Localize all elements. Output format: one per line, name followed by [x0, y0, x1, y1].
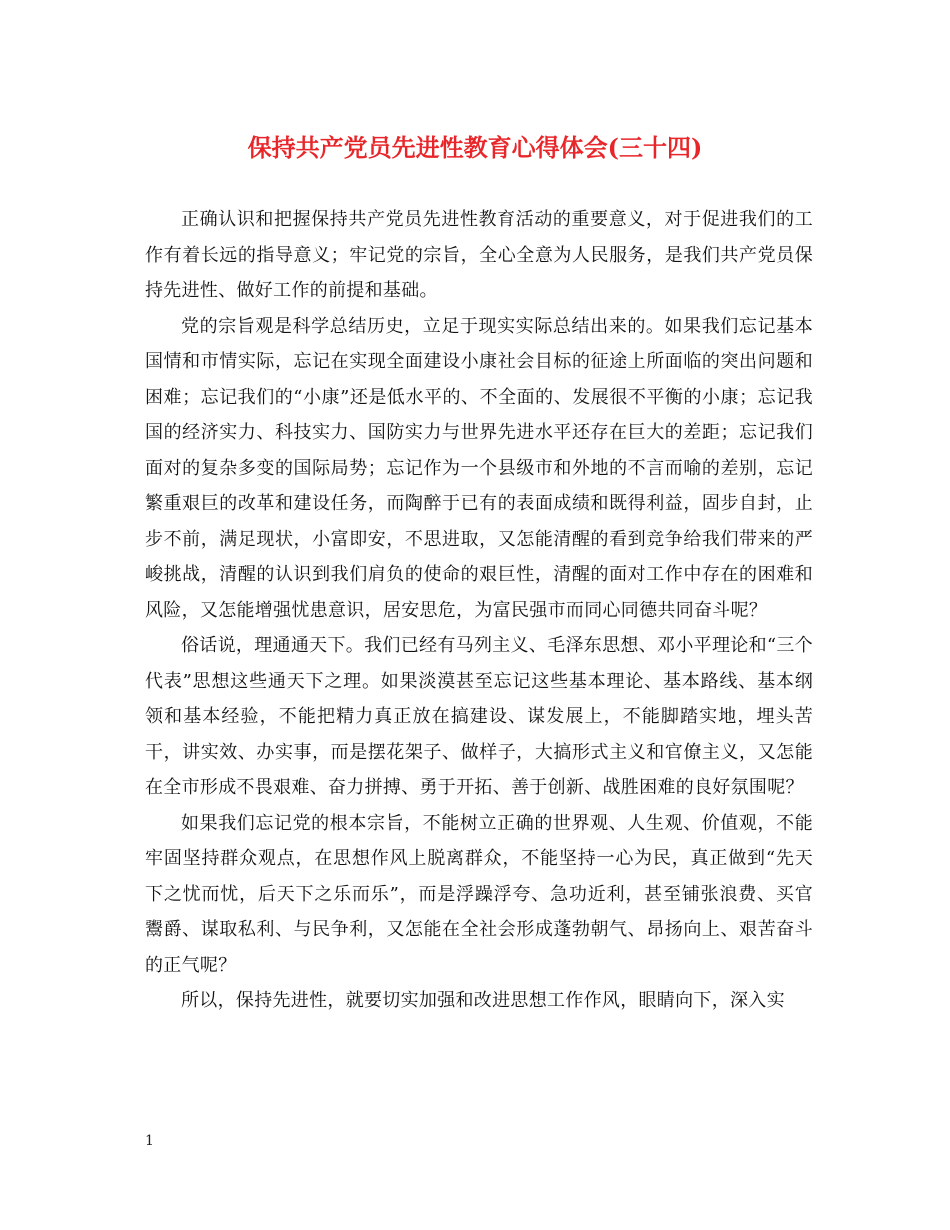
- document-body: [145, 202, 813, 1019]
- page-number: 1: [145, 1133, 154, 1149]
- paragraph: 俗话说，理通通天下。我们已经有马列主义、毛泽东思想、邓小平理论和“三个代表”思想这些通天下之理。如果淡漠甚至忘记这些基本理论、基本路线、基本纲领和基本经验，不能把精力真正放在搞建设、谋发展上，不能脚踏实地，埋头苦干，讲实效、办实事，而是摆花架子、做样子，大搞形式主义和官僚主义，又怎能在全市形成不畏艰难、奋力拼搏、勇于开拓、善于创新、战胜困难的良好氛围呢？: [145, 635, 813, 798]
- paragraph: 如果我们忘记党的根本宗旨，不能树立正确的世界观、人生观、价值观，不能牢固坚持群众观点，在思想作风上脱离群众，不能坚持一心为民，真正做到“先天下之忧而忧，后天下之乐而乐”，而是浮躁浮夸、急功近利，甚至铺张浪费、买官鬻爵、谋取私利、与民争利，又怎能在全社会形成蓬勃朝气、昂扬向上、艰苦奋斗的正气呢？: [145, 812, 813, 976]
- document-title: 保持共产党员先进性教育心得体会(三十四): [247, 133, 703, 162]
- paragraph: 正确认识和把握保持共产党员先进性教育活动的重要意义，对于促进我们的工作有着长远的指导意义；牢记党的宗旨，全心全意为人民服务，是我们共产党员保持先进性、做好工作的前提和基础。: [145, 209, 813, 301]
- paragraph: 党的宗旨观是科学总结历史，立足于现实实际总结出来的。如果我们忘记基本国情和市情实际，忘记在实现全面建设小康社会目标的征途上所面临的突出问题和困难；忘记我们的“小康”还是低水平的、不全面的、发展很不平衡的小康；忘记我国的经济实力、科技实力、国防实力与世界先进水平还存在巨大的差距；忘记我们面对的复杂多变的国际局势；忘记作为一个县级市和外地的不言而喻的差别，忘记繁重艰巨的改革和建设任务，而陶醉于已有的表面成绩和既得利益，固步自封，止步不前，满足现状，小富即安，不思进取，又怎能清醒的看到竞争给我们带来的严峻挑战，清醒的认识到我们肩负的使命的艰巨性，清醒的面对工作中存在的困难和风险，又怎能增强忧患意识，居安思危，为富民强市而同心同德共同奋斗呢？: [145, 315, 813, 621]
- paragraph: 所以，保持先进性，就要切实加强和改进思想工作作风，眼睛向下，深入实: [181, 990, 785, 1011]
